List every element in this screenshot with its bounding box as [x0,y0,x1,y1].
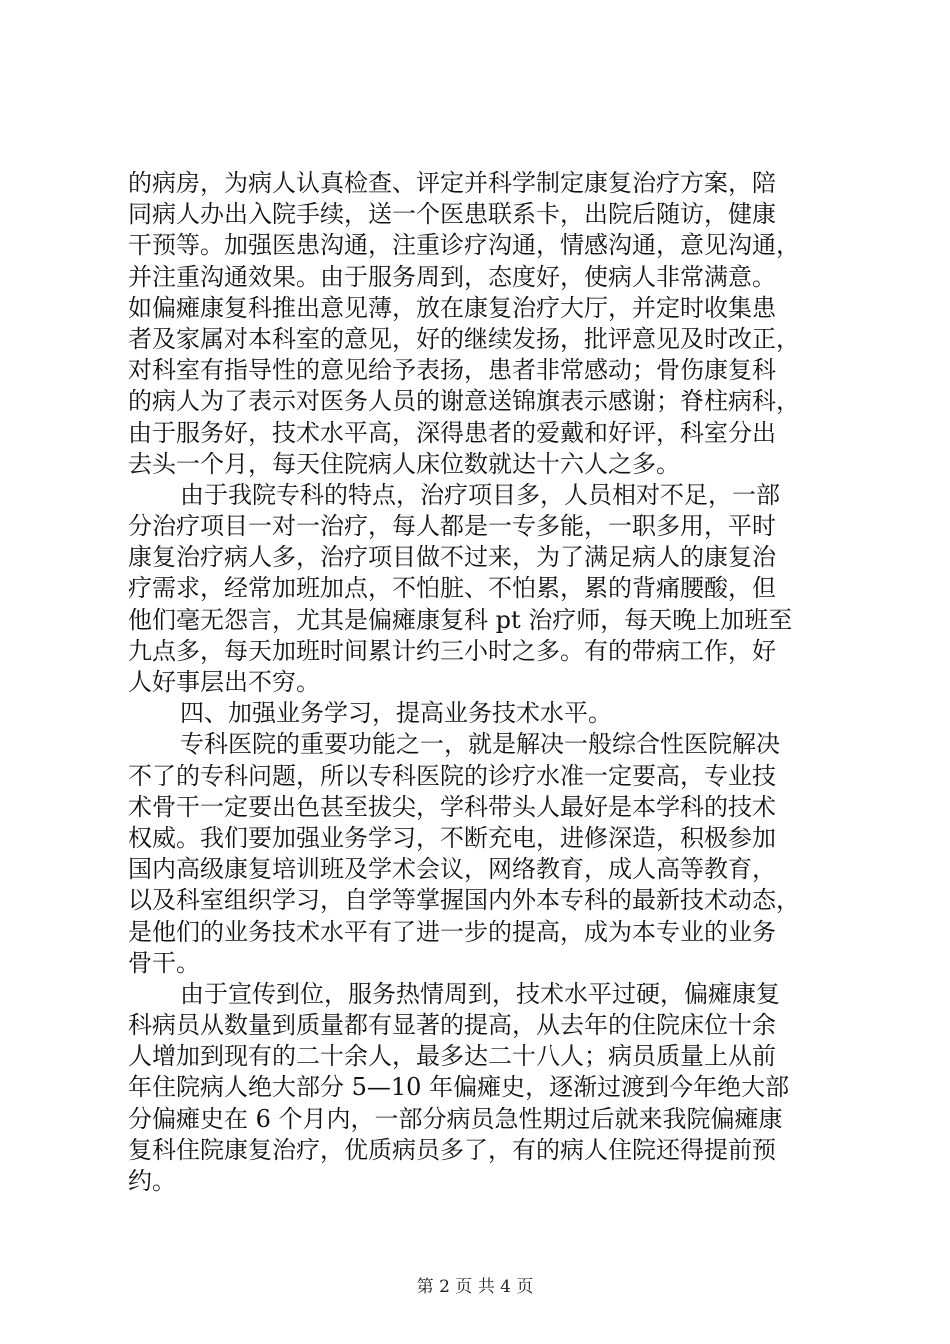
page-number-label: 第 2 页 共 4 页 [416,1277,534,1297]
document-body [128,168,858,1197]
text-line: 术骨干一定要出色甚至拔尖，学科带头人最好是本学科的技术 [128,792,776,821]
text-line: 康复治疗病人多，治疗项目做不过来，为了满足病人的康复治 [128,543,776,572]
text-line: 国内高级康复培训班及学术会议，网络教育，成人高等教育， [128,855,776,884]
paragraph [128,698,858,729]
text-line: 四、加强业务学习，提高业务技术水平。 [180,699,612,728]
paragraph [128,168,858,480]
text-line: 并注重沟通效果。由于服务周到，态度好，使病人非常满意。 [128,262,776,291]
text-line: 以及科室组织学习，自学等掌握国内外本专科的最新技术动态， [128,886,800,915]
text-line: 权威。我们要加强业务学习，不断充电，进修深造，积极参加 [128,823,776,852]
text-line: 年住院病人绝大部分 5—10 年偏瘫史，逐渐过渡到今年绝大部 [128,1073,790,1102]
text-line: 由于宣传到位，服务热情周到，技术水平过硬，偏瘫康复 [180,979,780,1008]
text-line: 骨干。 [128,948,200,977]
text-line: 是他们的业务技术水平有了进一步的提高，成为本专业的业务 [128,917,776,946]
text-line: 者及家属对本科室的意见，好的继续发扬，批评意见及时改正， [128,324,800,353]
page-footer [0,1272,950,1297]
text-line: 复科住院康复治疗，优质病员多了，有的病人住院还得提前预 [128,1135,776,1164]
text-line: 他们毫无怨言，尤其是偏瘫康复科 pt 治疗师，每天晚上加班至 [128,605,793,634]
text-line: 人增加到现有的二十余人，最多达二十八人；病员质量上从前 [128,1042,776,1071]
text-line: 科病员从数量到质量都有显著的提高，从去年的住院床位十余 [128,1011,776,1040]
paragraph [128,979,858,1197]
text-line: 九点多，每天加班时间累计约三小时之多。有的带病工作，好 [128,636,776,665]
text-line: 不了的专科问题，所以专科医院的诊疗水准一定要高，专业技 [128,761,776,790]
text-line: 分治疗项目一对一治疗，每人都是一专多能，一职多用，平时 [128,512,776,541]
text-line: 同病人办出入院手续，送一个医患联系卡，出院后随访，健康 [128,200,776,229]
text-line: 由于我院专科的特点，治疗项目多，人员相对不足，一部 [180,480,780,509]
text-line: 约。 [128,1167,176,1195]
text-line: 如偏瘫康复科推出意见薄，放在康复治疗大厅，并定时收集患 [128,293,776,322]
text-line: 的病人为了表示对医务人员的谢意送锦旗表示感谢；脊柱病科， [128,387,800,416]
text-line: 专科医院的重要功能之一，就是解决一般综合性医院解决 [180,730,780,759]
text-line: 疗需求，经常加班加点，不怕脏、不怕累，累的背痛腰酸，但 [128,574,776,603]
text-line: 干预等。加强医患沟通，注重诊疗沟通，情感沟通，意见沟通， [128,231,800,260]
text-line: 去头一个月，每天住院病人床位数就达十六人之多。 [128,449,680,478]
text-line: 由于服务好，技术水平高，深得患者的爱戴和好评，科室分出 [128,418,776,447]
text-line: 人好事层出不穷。 [128,668,320,696]
text-line: 对科室有指导性的意见给予表扬，患者非常感动；骨伤康复科 [128,356,776,385]
paragraph [128,729,858,979]
paragraph [128,480,858,698]
text-line: 的病房，为病人认真检查、评定并科学制定康复治疗方案，陪 [128,169,776,197]
text-line: 分偏瘫史在 6 个月内，一部分病员急性期过后就来我院偏瘫康 [128,1104,783,1133]
